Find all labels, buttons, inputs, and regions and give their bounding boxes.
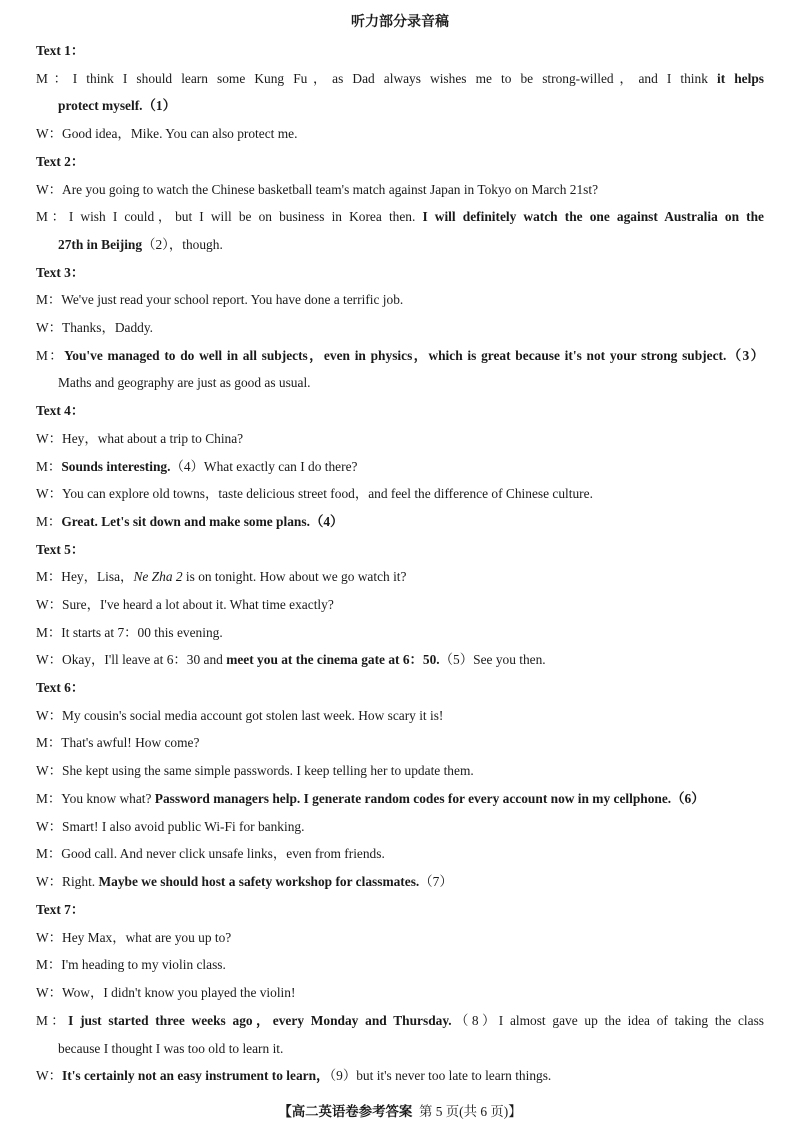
text-heading: Text 3： [36, 265, 85, 280]
dialogue-line: 27th in Beijing（2），though. [58, 237, 223, 252]
dialogue-line: M：You've managed to do well in all subjects，even in physics，which is great because it's not your strong subject.（3） [36, 348, 764, 363]
dialogue-line: protect myself.（1） [58, 98, 177, 113]
dialogue-line: W：Hey Max，what are you up to? [36, 930, 232, 945]
dialogue-line: M：Sounds interesting.（4）What exactly can I do there? [36, 459, 358, 474]
dialogue-line: W：Smart! I also avoid public Wi-Fi for banking. [36, 819, 305, 834]
dialogue-line: M：I just started three weeks ago，every Monday and Thursday.（8）I almost gave up the idea of taking the class [36, 1013, 764, 1028]
dialogue-line: W：She kept using the same simple passwords. I keep telling her to update them. [36, 763, 474, 778]
dialogue-line: M：I wish I could，but I will be on business in Korea then. I will definitely watch the one against Australia on the [36, 209, 765, 224]
text-heading: Text 1： [36, 43, 85, 58]
dialogue-line: M：It starts at 7：00 this evening. [36, 625, 223, 640]
dialogue-line: W：Wow，I didn't know you played the violin! [36, 985, 296, 1000]
dialogue-line: M：Good call. And never click unsafe links，even from friends. [36, 846, 385, 861]
text-heading: Text 6： [36, 680, 85, 695]
dialogue-line: M：That's awful! How come? [36, 735, 200, 750]
dialogue-line: W：My cousin's social media account got stolen last week. How scary it is! [36, 708, 444, 723]
dialogue-line: Maths and geography are just as good as usual. [58, 375, 311, 390]
dialogue-line: W：It's certainly not an easy instrument to learn，（9）but it's never too late to learn things. [36, 1068, 552, 1083]
dialogue-line: W：Hey，what about a trip to China? [36, 431, 244, 446]
dialogue-line: W：Good idea，Mike. You can also protect me. [36, 126, 298, 141]
dialogue-line: M：Great. Let's sit down and make some plans.（4） [36, 514, 344, 529]
page-footer [0, 1101, 800, 1120]
footer-label: 【高二英语卷参考答案 [278, 1105, 413, 1120]
page-title: 听力部分录音稿 [351, 14, 449, 30]
text-heading: Text 7： [36, 902, 85, 917]
footer-page-number: 第 5 页(共 6 页)】 [418, 1104, 522, 1119]
dialogue-line: W：Thanks，Daddy. [36, 320, 154, 335]
dialogue-line: W：You can explore old towns，taste delicious street food，and feel the difference of Chinese culture. [36, 486, 593, 501]
text-heading: Text 4： [36, 403, 85, 418]
dialogue-line: M：We've just read your school report. You have done a terrific job. [36, 292, 404, 307]
dialogue-line: M：I'm heading to my violin class. [36, 957, 226, 972]
dialogue-line: W：Okay，I'll leave at 6：30 and meet you at the cinema gate at 6：50.（5）See you then. [36, 652, 546, 667]
dialogue-line: W：Right. Maybe we should host a safety workshop for classmates.（7） [36, 874, 453, 889]
dialogue-line: W：Are you going to watch the Chinese basketball team's match against Japan in Tokyo on March 21st? [36, 182, 599, 197]
dialogue-line: M：You know what? Password managers help. I generate random codes for every account now in my cellphone.（6） [36, 791, 705, 806]
text-heading: Text 2： [36, 154, 85, 169]
dialogue-line: M：I think I should learn some Kung Fu，as Dad always wishes me to be strong-willed，and I think it helps [36, 71, 765, 86]
dialogue-line: M：Hey，Lisa，Ne Zha 2 is on tonight. How about we go watch it? [36, 569, 407, 584]
dialogue-line: W：Sure，I've heard a lot about it. What time exactly? [36, 597, 334, 612]
text-heading: Text 5： [36, 542, 85, 557]
dialogue-line: because I thought I was too old to learn it. [58, 1041, 284, 1056]
